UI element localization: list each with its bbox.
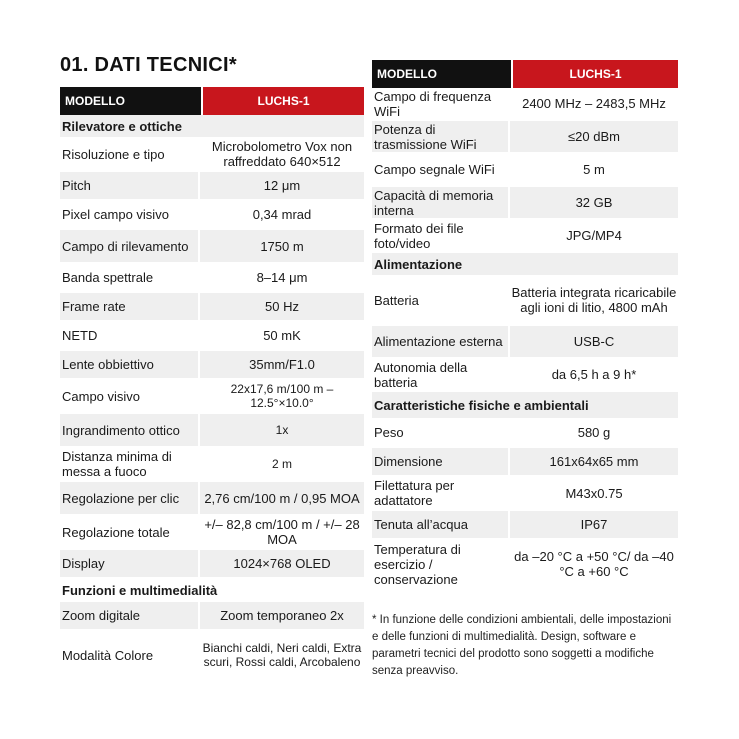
spec-label: Potenza di trasmissione WiFi <box>372 121 508 152</box>
spec-row <box>60 448 364 480</box>
spec-value: da 6,5 h a 9 h* <box>551 367 637 382</box>
spec-row <box>60 351 364 378</box>
spec-row <box>372 121 678 152</box>
spec-row <box>60 264 364 291</box>
spec-label: Peso <box>374 425 404 440</box>
spec-label: NETD <box>62 328 98 343</box>
spec-value: Microbolometro Vox non raffreddato 640×512 <box>211 139 353 169</box>
spec-label: Distanza minima di messa a fuoco <box>62 449 172 479</box>
spec-value: IP67 <box>510 511 678 538</box>
spec-value: 8–14 μm <box>256 270 308 285</box>
spec-value: 35mm/F1.0 <box>200 351 364 378</box>
spec-row <box>372 477 678 509</box>
section-heading: Alimentazione <box>372 253 678 275</box>
spec-label: Zoom digitale <box>60 602 198 629</box>
spec-label: Capacità di memoria interna <box>372 187 508 218</box>
spec-row <box>60 230 364 262</box>
spec-row <box>60 631 364 679</box>
spec-row <box>372 326 678 357</box>
spec-value: 0,34 mrad <box>252 207 312 222</box>
spec-label: Dimensione <box>372 448 508 475</box>
section-heading: Caratteristiche fisiche e ambientali <box>372 392 678 418</box>
spec-value: 580 g <box>577 425 611 440</box>
spec-row <box>60 322 364 349</box>
spec-label: Modalità Colore <box>62 647 154 663</box>
spec-value: 50 Hz <box>200 293 364 320</box>
footnote: * In funzione delle condizioni ambientali, delle impostazioni e delle funzioni di multimedialità. Design, software e parametri tecnici del prodotto sono soggetti a modifiche senza preavviso. <box>372 614 672 677</box>
spec-row <box>372 448 678 475</box>
spec-value: 22x17,6 m/100 m – 12.5°×10.0° <box>230 382 334 410</box>
page-title: 01. DATI TECNICI* <box>60 54 237 76</box>
spec-value: M43x0.75 <box>565 485 623 501</box>
spec-value: JPG/MP4 <box>566 228 622 243</box>
section-heading: Funzioni e multimedialità <box>62 582 218 598</box>
spec-label: Pitch <box>60 172 198 199</box>
spec-label: Batteria <box>374 292 419 308</box>
spec-value: da –20 °C a +50 °C/ da –40 °C a +60 °C <box>514 549 674 579</box>
spec-value: 32 GB <box>510 187 678 218</box>
spec-row <box>372 220 678 251</box>
model-label: MODELLO <box>372 60 511 88</box>
spec-label: Pixel campo visivo <box>62 207 169 222</box>
spec-value: 2,76 cm/100 m / 0,95 MOA <box>200 482 364 514</box>
spec-label: Ingrandimento ottico <box>60 414 198 446</box>
spec-label: Temperatura di esercizio / conservazione <box>374 541 461 587</box>
spec-value: Batteria integrata ricaricabile agli ioni di litio, 4800 mAh <box>511 285 677 315</box>
spec-value: 1750 m <box>200 230 364 262</box>
model-value: LUCHS-1 <box>513 60 678 88</box>
spec-row <box>60 293 364 320</box>
specs-table-right <box>372 60 678 590</box>
model-label: MODELLO <box>60 87 201 115</box>
spec-value: 12 μm <box>200 172 364 199</box>
spec-label: Campo segnale WiFi <box>374 162 495 177</box>
spec-row <box>60 201 364 228</box>
spec-row <box>60 516 364 548</box>
spec-label: Campo di rilevamento <box>60 230 198 262</box>
spec-label: Campo di frequenza WiFi <box>374 88 492 119</box>
spec-row <box>372 88 678 119</box>
spec-value: USB-C <box>510 326 678 357</box>
spec-value: 50 mK <box>263 328 301 343</box>
spec-row <box>372 276 678 324</box>
spec-label: Risoluzione e tipo <box>62 146 165 162</box>
spec-label: Regolazione totale <box>62 524 170 540</box>
spec-label: Regolazione per clic <box>60 482 198 514</box>
spec-row <box>60 482 364 514</box>
spec-row <box>60 414 364 446</box>
spec-label: Banda spettrale <box>62 270 154 285</box>
spec-row <box>372 187 678 218</box>
spec-value: 1024×768 OLED <box>200 550 364 577</box>
spec-row <box>372 540 678 588</box>
spec-label: Alimentazione esterna <box>372 326 508 357</box>
spec-value: 2 m <box>271 457 292 471</box>
table-header <box>372 60 678 88</box>
spec-row <box>60 172 364 199</box>
spec-row <box>60 550 364 577</box>
spec-row <box>60 138 364 170</box>
spec-row <box>372 359 678 390</box>
spec-row <box>60 602 364 629</box>
spec-value: 5 m <box>583 162 605 177</box>
spec-row <box>372 154 678 185</box>
spec-value: Bianchi caldi, Neri caldi, Extra scuri, Rossi caldi, Arcobaleno <box>202 641 362 669</box>
spec-row <box>372 419 678 446</box>
spec-label: Frame rate <box>60 293 198 320</box>
model-value: LUCHS-1 <box>203 87 364 115</box>
spec-label: Campo visivo <box>62 388 141 404</box>
spec-label: Lente obbiettivo <box>60 351 198 378</box>
spec-value: Zoom temporaneo 2x <box>200 602 364 629</box>
spec-label: Filettatura per adattatore <box>374 478 455 508</box>
section-heading: Rilevatore e ottiche <box>60 115 364 137</box>
specs-table-left <box>60 87 364 681</box>
spec-value: 1x <box>200 414 364 446</box>
spec-label: Display <box>60 550 198 577</box>
spec-value: 161x64x65 mm <box>510 448 678 475</box>
spec-label: Autonomia della batteria <box>374 359 468 390</box>
spec-value: +/– 82,8 cm/100 m / +/– 28 MOA <box>204 517 360 547</box>
table-header <box>60 87 364 115</box>
spec-value: 2400 MHz – 2483,5 MHz <box>522 96 666 111</box>
spec-label: Formato dei file foto/video <box>374 220 464 251</box>
spec-row <box>372 511 678 538</box>
spec-row <box>60 380 364 412</box>
spec-label: Tenuta all’acqua <box>372 511 508 538</box>
spec-value: ≤20 dBm <box>510 121 678 152</box>
